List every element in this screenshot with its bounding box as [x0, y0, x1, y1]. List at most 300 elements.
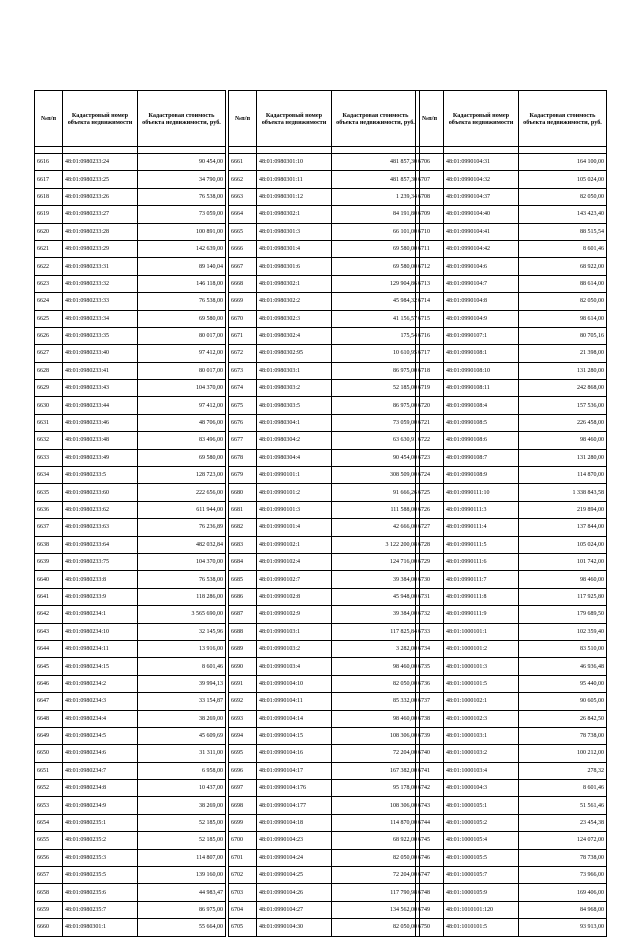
cadastral-number: 48:01:0990104:25	[257, 867, 332, 884]
row-number: 6738	[416, 710, 444, 727]
row-number: 6693	[229, 710, 257, 727]
table-row	[35, 484, 226, 501]
row-number: 6623	[35, 275, 63, 292]
cadastral-number: 48:01:0980304:4	[257, 449, 332, 466]
cadastral-value: 69 580,00	[332, 258, 420, 275]
row-number: 6750	[416, 919, 444, 936]
cadastral-value: 33 154,87	[138, 693, 226, 710]
row-number: 6717	[416, 345, 444, 362]
cadastral-number: 48:01:0990104:16	[257, 745, 332, 762]
row-number: 6729	[416, 553, 444, 570]
cadastral-value: 76 236,89	[138, 519, 226, 536]
cadastral-number: 48:01:0990104:8	[444, 293, 519, 310]
cadastral-number: 48:01:0990104:40	[444, 206, 519, 223]
row-number: 6637	[35, 519, 63, 536]
cadastral-number: 48:01:1000104:3	[444, 780, 519, 797]
table-row	[35, 658, 226, 675]
row-number: 6649	[35, 727, 63, 744]
table-row	[229, 762, 420, 779]
table-row	[35, 345, 226, 362]
row-number: 6705	[229, 919, 257, 936]
table-row	[416, 171, 607, 188]
cadastral-number: 48:01:0990104:6	[444, 258, 519, 275]
cadastral-value: 82 050,00	[332, 919, 420, 936]
cadastral-number: 48:01:0980235:6	[63, 884, 138, 901]
table-row	[35, 745, 226, 762]
row-number: 6647	[35, 693, 63, 710]
cadastral-value: 108 306,00	[332, 797, 420, 814]
cadastral-value: 3 122 200,08	[332, 536, 420, 553]
table-row	[416, 849, 607, 866]
cadastral-number: 48:01:0980233:27	[63, 206, 138, 223]
cadastral-value: 52 185,00	[332, 380, 420, 397]
cadastral-number: 48:01:0990103:4	[257, 658, 332, 675]
row-number: 6690	[229, 658, 257, 675]
table-row	[35, 188, 226, 205]
cadastral-number: 48:01:0990103:1	[257, 623, 332, 640]
cadastral-number: 48:01:0980234:3	[63, 693, 138, 710]
cadastral-number: 48:01:0990108:1	[444, 345, 519, 362]
cadastral-number: 48:01:0990102:9	[257, 606, 332, 623]
table-row	[35, 884, 226, 901]
table-row	[229, 658, 420, 675]
cadastral-number: 48:01:0980234:10	[63, 623, 138, 640]
cadastral-value: 481 857,30	[332, 171, 420, 188]
cadastral-value: 108 306,00	[332, 727, 420, 744]
table-row	[416, 884, 607, 901]
row-number: 6696	[229, 762, 257, 779]
row-number: 6741	[416, 762, 444, 779]
cadastral-value: 80 017,00	[138, 362, 226, 379]
cadastral-number: 48:01:0980233:34	[63, 310, 138, 327]
cadastral-value: 83 496,00	[138, 432, 226, 449]
cadastral-number: 48:01:0980233:25	[63, 171, 138, 188]
header-num: №п/п	[35, 91, 63, 147]
cadastral-value: 139 160,00	[138, 867, 226, 884]
table-row	[416, 745, 607, 762]
cadastral-number: 48:01:0980302:1	[257, 206, 332, 223]
cadastral-number: 48:01:0980301:10	[257, 154, 332, 171]
cadastral-number: 48:01:0990107:1	[444, 327, 519, 344]
table-row	[229, 640, 420, 657]
cadastral-number: 48:01:1000103:2	[444, 745, 519, 762]
row-number: 6704	[229, 901, 257, 918]
cadastral-value: 98 460,00	[332, 658, 420, 675]
row-number: 6724	[416, 467, 444, 484]
cadastral-number: 48:01:0990108:5	[444, 414, 519, 431]
cadastral-number: 48:01:0990104:176	[257, 780, 332, 797]
cadastral-value: 39 384,00	[332, 571, 420, 588]
row-number: 6628	[35, 362, 63, 379]
row-number: 6673	[229, 362, 257, 379]
row-number: 6667	[229, 258, 257, 275]
cadastral-value: 82 050,00	[332, 675, 420, 692]
cadastral-value: 242 868,00	[519, 380, 607, 397]
cadastral-value: 78 738,00	[519, 849, 607, 866]
row-number: 6645	[35, 658, 63, 675]
row-number: 6702	[229, 867, 257, 884]
table-row	[35, 362, 226, 379]
cadastral-value: 45 948,00	[332, 588, 420, 605]
table-row	[229, 258, 420, 275]
cadastral-value: 55 664,00	[138, 919, 226, 936]
row-number: 6665	[229, 223, 257, 240]
cadastral-number: 48:01:0980301:3	[257, 223, 332, 240]
cadastral-number: 48:01:0980303:5	[257, 397, 332, 414]
table-row	[416, 275, 607, 292]
cadastral-value: 73 059,00	[332, 414, 420, 431]
cadastral-value: 105 024,00	[519, 171, 607, 188]
row-number: 6651	[35, 762, 63, 779]
row-number: 6682	[229, 519, 257, 536]
cadastral-number: 48:01:0990104:41	[444, 223, 519, 240]
cadastral-value: 73 966,00	[519, 867, 607, 884]
table-row	[416, 240, 607, 257]
cadastral-number: 48:01:0990111:10	[444, 484, 519, 501]
row-number: 6639	[35, 553, 63, 570]
row-number: 6688	[229, 623, 257, 640]
table-row	[35, 832, 226, 849]
table-row	[416, 762, 607, 779]
table-row	[35, 275, 226, 292]
cadastral-value: 69 580,00	[138, 449, 226, 466]
row-number: 6697	[229, 780, 257, 797]
cadastral-number: 48:01:0980235:1	[63, 814, 138, 831]
table-row	[229, 345, 420, 362]
cadastral-number: 48:01:0980234:11	[63, 640, 138, 657]
table-row	[416, 188, 607, 205]
cadastral-number: 48:01:0990111:3	[444, 501, 519, 518]
cadastral-value: 42 666,00	[332, 519, 420, 536]
row-number: 6701	[229, 849, 257, 866]
row-number: 6670	[229, 310, 257, 327]
cadastral-value: 32 145,96	[138, 623, 226, 640]
table-row	[35, 849, 226, 866]
row-number: 6731	[416, 588, 444, 605]
table-row	[35, 710, 226, 727]
cadastral-value: 117 790,98	[332, 884, 420, 901]
cadastral-value: 117 825,84	[332, 623, 420, 640]
cadastral-value: 26 842,50	[519, 710, 607, 727]
cadastral-value: 86 975,00	[332, 397, 420, 414]
table-row	[229, 414, 420, 431]
table-row	[416, 710, 607, 727]
cadastral-number: 48:01:1000101:3	[444, 658, 519, 675]
cadastral-value: 38 269,00	[138, 797, 226, 814]
cadastral-value: 157 536,00	[519, 397, 607, 414]
table-row	[416, 223, 607, 240]
table-row	[229, 275, 420, 292]
cadastral-number: 48:01:1000101:2	[444, 640, 519, 657]
cadastral-number: 48:01:1000105:9	[444, 884, 519, 901]
header-value: Кадастровая стоимость объекта недвижимости, руб.	[519, 91, 607, 147]
cadastral-number: 48:01:0980235:5	[63, 867, 138, 884]
row-number: 6658	[35, 884, 63, 901]
cadastral-value: 34 790,00	[138, 171, 226, 188]
row-number: 6618	[35, 188, 63, 205]
table-row	[35, 397, 226, 414]
header-spacer	[35, 147, 226, 154]
cadastral-value: 169 406,00	[519, 884, 607, 901]
cadastral-number: 48:01:0980233:5	[63, 467, 138, 484]
cadastral-number: 48:01:0990104:10	[257, 675, 332, 692]
cadastral-value: 131 280,00	[519, 449, 607, 466]
cadastral-number: 48:01:0990104:37	[444, 188, 519, 205]
cadastral-value: 111 588,00	[332, 501, 420, 518]
cadastral-value: 8 601,46	[138, 658, 226, 675]
row-number: 6737	[416, 693, 444, 710]
row-number: 6655	[35, 832, 63, 849]
table-row	[229, 501, 420, 518]
row-number: 6734	[416, 640, 444, 657]
cadastral-number: 48:01:1000105:2	[444, 814, 519, 831]
cadastral-number: 48:01:0990104:32	[444, 171, 519, 188]
table-row	[416, 797, 607, 814]
cadastral-value: 98 460,00	[519, 571, 607, 588]
cadastral-number: 48:01:0990111:6	[444, 553, 519, 570]
cadastral-value: 48 706,00	[138, 414, 226, 431]
row-number: 6695	[229, 745, 257, 762]
table-row	[35, 675, 226, 692]
row-number: 6676	[229, 414, 257, 431]
row-number: 6739	[416, 727, 444, 744]
cadastral-number: 48:01:0990111:9	[444, 606, 519, 623]
cadastral-value: 78 738,00	[519, 727, 607, 744]
row-number: 6656	[35, 849, 63, 866]
cadastral-value: 105 024,00	[519, 536, 607, 553]
cadastral-number: 48:01:0980233:26	[63, 188, 138, 205]
cadastral-value: 175,54	[332, 327, 420, 344]
row-number: 6622	[35, 258, 63, 275]
row-number: 6660	[35, 919, 63, 936]
cadastral-number: 48:01:0980233:75	[63, 553, 138, 570]
cadastral-value: 95 440,00	[519, 675, 607, 692]
table-row	[229, 693, 420, 710]
cadastral-value: 41 156,57	[332, 310, 420, 327]
row-number: 6652	[35, 780, 63, 797]
row-number: 6669	[229, 293, 257, 310]
cadastral-value: 134 562,00	[332, 901, 420, 918]
table-row	[229, 449, 420, 466]
row-number: 6709	[416, 206, 444, 223]
cadastral-value: 146 118,00	[138, 275, 226, 292]
table-row	[416, 727, 607, 744]
header-value: Кадастровая стоимость объекта недвижимости, руб.	[332, 91, 420, 147]
row-number: 6749	[416, 901, 444, 918]
row-number: 6636	[35, 501, 63, 518]
cadastral-number: 48:01:0980234:5	[63, 727, 138, 744]
cadastral-number: 48:01:0980234:15	[63, 658, 138, 675]
cadastral-number: 48:01:0980233:63	[63, 519, 138, 536]
row-number: 6657	[35, 867, 63, 884]
table-row	[416, 310, 607, 327]
table-row	[416, 327, 607, 344]
cadastral-number: 48:01:0980233:28	[63, 223, 138, 240]
cadastral-number: 48:01:0990104:18	[257, 814, 332, 831]
row-number: 6653	[35, 797, 63, 814]
cadastral-value: 129 904,86	[332, 275, 420, 292]
table-row	[35, 414, 226, 431]
cadastral-value: 51 561,46	[519, 797, 607, 814]
table-row	[416, 414, 607, 431]
cadastral-number: 48:01:0990104:11	[257, 693, 332, 710]
row-number: 6674	[229, 380, 257, 397]
cadastral-value: 142 639,00	[138, 240, 226, 257]
cadastral-value: 39 994,13	[138, 675, 226, 692]
row-number: 6689	[229, 640, 257, 657]
table-row	[35, 623, 226, 640]
cadastral-value: 73 059,00	[138, 206, 226, 223]
cadastral-number: 48:01:0980302:1	[257, 275, 332, 292]
table-row	[229, 797, 420, 814]
table-row	[35, 258, 226, 275]
header-cadastral: Кадастровый номер объекта недвижимости	[257, 91, 332, 147]
table-row	[35, 519, 226, 536]
row-number: 6742	[416, 780, 444, 797]
cadastral-number: 48:01:0980234:1	[63, 606, 138, 623]
table-row	[35, 919, 226, 936]
cadastral-number: 48:01:0980233:31	[63, 258, 138, 275]
row-number: 6664	[229, 206, 257, 223]
row-number: 6646	[35, 675, 63, 692]
row-number: 6707	[416, 171, 444, 188]
row-number: 6675	[229, 397, 257, 414]
cadastral-number: 48:01:0990111:5	[444, 536, 519, 553]
table-row	[229, 240, 420, 257]
cadastral-number: 48:01:0990104:24	[257, 849, 332, 866]
cadastral-number: 48:01:0990102:4	[257, 553, 332, 570]
cadastral-number: 48:01:0990102:8	[257, 588, 332, 605]
row-number: 6630	[35, 397, 63, 414]
row-number: 6725	[416, 484, 444, 501]
table-row	[416, 293, 607, 310]
cadastral-number: 48:01:0980302:2	[257, 293, 332, 310]
cadastral-value: 114 807,00	[138, 849, 226, 866]
row-number: 6620	[35, 223, 63, 240]
cadastral-value: 100 891,00	[138, 223, 226, 240]
cadastral-value: 23 454,38	[519, 814, 607, 831]
row-number: 6663	[229, 188, 257, 205]
cadastral-value: 91 666,26	[332, 484, 420, 501]
table-row	[229, 745, 420, 762]
table-row	[229, 727, 420, 744]
row-number: 6621	[35, 240, 63, 257]
table-row	[35, 640, 226, 657]
cadastral-value: 45 984,32	[332, 293, 420, 310]
table-row	[416, 519, 607, 536]
table-row	[416, 693, 607, 710]
table-row	[416, 449, 607, 466]
table-row	[35, 553, 226, 570]
cadastral-number: 48:01:0990101:1	[257, 467, 332, 484]
table-row	[229, 293, 420, 310]
table-row	[229, 780, 420, 797]
cadastral-number: 48:01:0980303:1	[257, 362, 332, 379]
row-number: 6719	[416, 380, 444, 397]
cadastral-value: 98 460,00	[519, 432, 607, 449]
cadastral-value: 38 269,00	[138, 710, 226, 727]
row-number: 6662	[229, 171, 257, 188]
cadastral-value: 44 983,47	[138, 884, 226, 901]
cadastral-number: 48:01:0980234:2	[63, 675, 138, 692]
table-row	[35, 797, 226, 814]
row-number: 6700	[229, 832, 257, 849]
row-number: 6643	[35, 623, 63, 640]
table-row	[229, 223, 420, 240]
row-number: 6648	[35, 710, 63, 727]
cadastral-value: 6 958,00	[138, 762, 226, 779]
cadastral-value: 164 100,00	[519, 154, 607, 171]
cadastral-number: 48:01:0980233:46	[63, 414, 138, 431]
table-row	[35, 762, 226, 779]
cadastral-value: 88 515,54	[519, 223, 607, 240]
cadastral-number: 48:01:0990104:26	[257, 884, 332, 901]
cadastral-value: 82 050,00	[519, 188, 607, 205]
cadastral-value: 76 538,00	[138, 293, 226, 310]
header-spacer	[229, 147, 420, 154]
cadastral-value: 131 280,00	[519, 362, 607, 379]
cadastral-value: 124 072,00	[519, 832, 607, 849]
cadastral-number: 48:01:0980233:40	[63, 345, 138, 362]
table-row	[35, 901, 226, 918]
row-number: 6733	[416, 623, 444, 640]
cadastral-number: 48:01:1010101:120	[444, 901, 519, 918]
cadastral-number: 48:01:0990104:7	[444, 275, 519, 292]
table-row	[416, 832, 607, 849]
cadastral-value: 84 191,80	[332, 206, 420, 223]
table-row	[35, 310, 226, 327]
cadastral-number: 48:01:0980233:64	[63, 536, 138, 553]
cadastral-value: 98 614,00	[519, 310, 607, 327]
cadastral-value: 46 936,48	[519, 658, 607, 675]
cadastral-number: 48:01:1000102:1	[444, 693, 519, 710]
cadastral-value: 104 370,00	[138, 380, 226, 397]
cadastral-number: 48:01:1000101:1	[444, 623, 519, 640]
table-row	[416, 658, 607, 675]
cadastral-number: 48:01:0980301:1	[63, 919, 138, 936]
table-row	[229, 919, 420, 936]
cadastral-number: 48:01:1000103:4	[444, 762, 519, 779]
table-row	[416, 467, 607, 484]
cadastral-number: 48:01:0980233:48	[63, 432, 138, 449]
table-row	[416, 623, 607, 640]
cadastral-number: 48:01:0990111:4	[444, 519, 519, 536]
table-row	[229, 484, 420, 501]
cadastral-value: 137 844,00	[519, 519, 607, 536]
cadastral-number: 48:01:0990111:8	[444, 588, 519, 605]
table-row	[416, 867, 607, 884]
row-number: 6708	[416, 188, 444, 205]
table-row	[35, 449, 226, 466]
table-row	[35, 814, 226, 831]
table-row	[35, 501, 226, 518]
row-number: 6726	[416, 501, 444, 518]
cadastral-value: 611 944,00	[138, 501, 226, 518]
cadastral-value: 482 032,84	[138, 536, 226, 553]
row-number: 6746	[416, 849, 444, 866]
table-row	[35, 293, 226, 310]
row-number: 6692	[229, 693, 257, 710]
cadastral-number: 48:01:0980233:62	[63, 501, 138, 518]
cadastral-value: 3 565 690,00	[138, 606, 226, 623]
row-number: 6679	[229, 467, 257, 484]
cadastral-number: 48:01:0980234:9	[63, 797, 138, 814]
row-number: 6631	[35, 414, 63, 431]
table-row	[229, 867, 420, 884]
row-number: 6727	[416, 519, 444, 536]
table-row	[416, 432, 607, 449]
row-number: 6624	[35, 293, 63, 310]
